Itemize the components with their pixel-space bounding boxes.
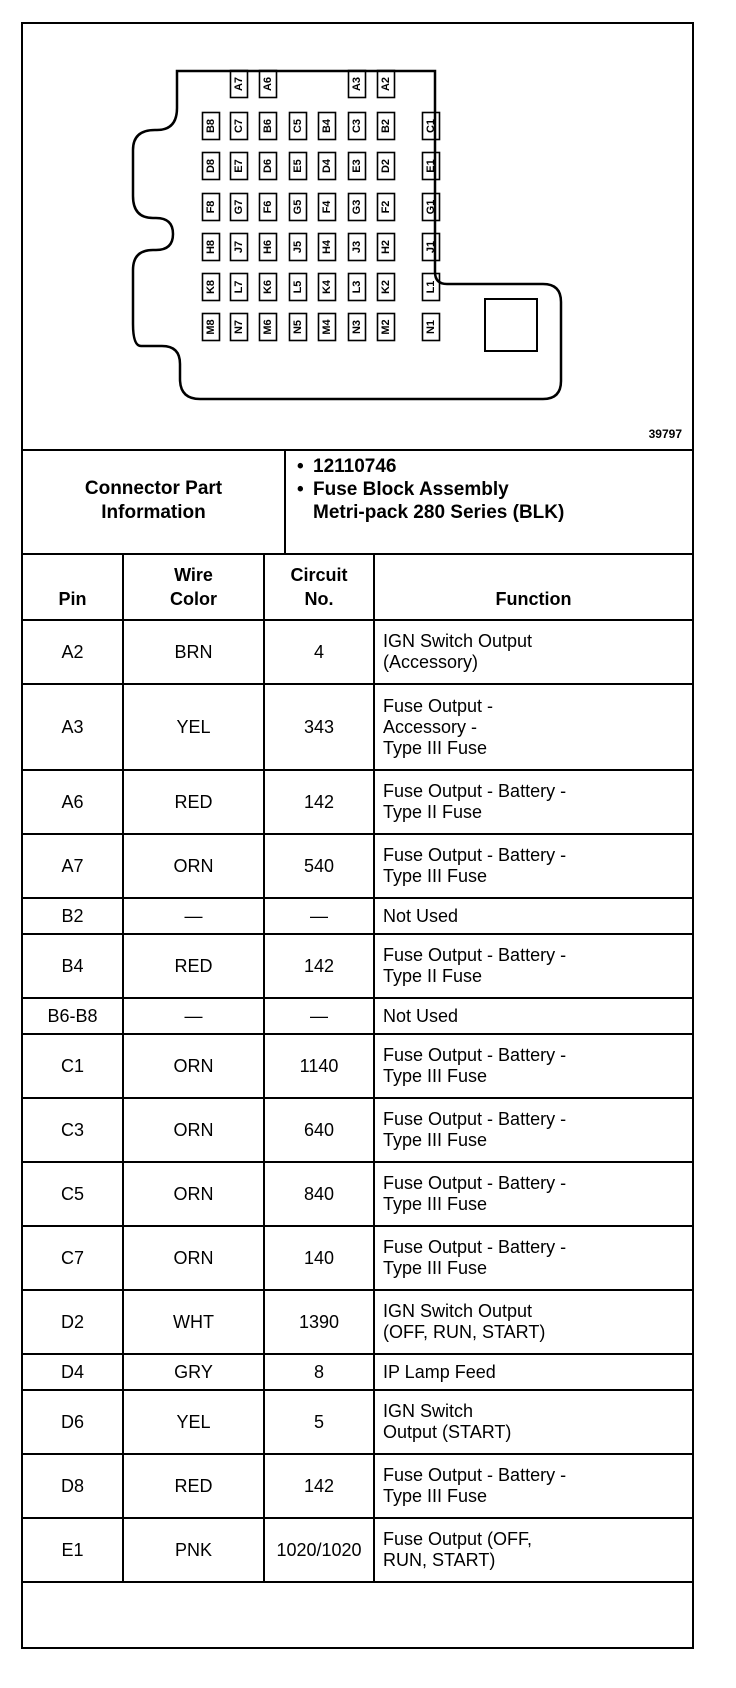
part-name-line-1: Fuse Block Assembly (313, 479, 509, 500)
function-line: Fuse Output - Battery - (383, 781, 567, 801)
function-line: IGN Switch Output (383, 1301, 533, 1321)
table-row (23, 770, 692, 834)
terminal-label: B4 (321, 118, 333, 134)
terminal-label: G5 (292, 199, 304, 215)
pin-cell: D6 (23, 1390, 123, 1454)
terminal-label: F4 (321, 200, 333, 214)
function-line: Type III Fuse (383, 1066, 488, 1086)
table-row (23, 1098, 692, 1162)
terminal-g5 (290, 194, 307, 221)
pin-cell: A3 (23, 684, 123, 770)
function-line: Fuse Output - Battery - (383, 1045, 567, 1065)
terminal-label: F6 (262, 200, 274, 214)
function-line: Output (START) (383, 1422, 512, 1442)
wire-color-cell: ORN (123, 1098, 264, 1162)
terminal-e1 (423, 153, 440, 180)
wire-color-cell: ORN (123, 1226, 264, 1290)
circuit-cell: 1020/1020 (264, 1518, 374, 1582)
terminal-label: K8 (205, 279, 217, 295)
table-row (23, 1354, 692, 1390)
wire-color-header-line-1: Wire (174, 565, 213, 585)
terminal-label: G7 (233, 199, 245, 215)
pin-cell: D4 (23, 1354, 123, 1390)
pin-cell: B4 (23, 934, 123, 998)
circuit-cell: 540 (264, 834, 374, 898)
function-line: Type III Fuse (383, 1258, 488, 1278)
terminal-b2 (378, 113, 395, 140)
function-cell (374, 1518, 692, 1582)
terminal-label: M2 (380, 319, 392, 335)
function-cell (374, 1290, 692, 1354)
circuit-cell: 142 (264, 1454, 374, 1518)
terminal-k2 (378, 274, 395, 301)
function-line: Fuse Output - Battery - (383, 1109, 567, 1129)
circuit-cell: 5 (264, 1390, 374, 1454)
function-cell (374, 898, 692, 934)
terminal-label: M6 (262, 319, 274, 335)
wire-color-header-line-2: Color (170, 589, 217, 609)
function-cell (374, 834, 692, 898)
function-cell (374, 684, 692, 770)
terminal-a2 (378, 71, 395, 98)
pin-cell: E1 (23, 1518, 123, 1582)
terminal-e7 (231, 153, 248, 180)
function-line: Type III Fuse (383, 1130, 488, 1150)
connector-part-info-label (23, 449, 286, 553)
table-row (23, 834, 692, 898)
terminal-e5 (290, 153, 307, 180)
connector-document (21, 22, 694, 1649)
function-line: Type III Fuse (383, 866, 488, 886)
terminal-k4 (319, 274, 336, 301)
terminal-label: N3 (351, 319, 363, 335)
circuit-cell: 140 (264, 1226, 374, 1290)
wire-color-cell: GRY (123, 1354, 264, 1390)
label-line-2: Information (101, 502, 206, 523)
terminal-label: H6 (262, 239, 274, 255)
terminal-f2 (378, 194, 395, 221)
terminal-c3 (349, 113, 366, 140)
wire-color-cell: ORN (123, 1162, 264, 1226)
circuit-cell: 640 (264, 1098, 374, 1162)
wire-color-header (123, 554, 264, 620)
table-row (23, 1034, 692, 1098)
terminal-label: L7 (233, 280, 245, 294)
part-number: • 12110746 (291, 455, 564, 478)
circuit-cell: 343 (264, 684, 374, 770)
terminal-label: J7 (233, 240, 245, 254)
terminal-label: H4 (321, 239, 333, 255)
function-line: IP Lamp Feed (383, 1361, 496, 1382)
terminal-c7 (231, 113, 248, 140)
terminal-g3 (349, 194, 366, 221)
terminal-l5 (290, 274, 307, 301)
function-line: RUN, START) (383, 1550, 496, 1570)
terminal-n7 (231, 314, 248, 341)
table-row (23, 684, 692, 770)
circuit-header-line-1: Circuit (290, 565, 348, 585)
terminal-h6 (260, 234, 277, 261)
wire-color-cell: ORN (123, 834, 264, 898)
pin-cell: A2 (23, 620, 123, 684)
table-row (23, 1226, 692, 1290)
terminal-f6 (260, 194, 277, 221)
wire-color-cell: RED (123, 934, 264, 998)
terminal-l3 (349, 274, 366, 301)
wire-color-cell: BRN (123, 620, 264, 684)
label-line-1: Connector Part (84, 478, 223, 499)
table-row (23, 1390, 692, 1454)
circuit-cell: — (264, 998, 374, 1034)
terminal-label: N7 (233, 319, 245, 335)
pin-cell: D2 (23, 1290, 123, 1354)
terminal-label: G1 (425, 199, 437, 215)
terminal-m8 (203, 314, 220, 341)
terminal-k6 (260, 274, 277, 301)
part-name-line-2: Metri-pack 280 Series (BLK) (313, 502, 565, 523)
terminal-g1 (423, 194, 440, 221)
figure-number: 39797 (648, 427, 682, 441)
circuit-cell: 840 (264, 1162, 374, 1226)
pin-cell: C5 (23, 1162, 123, 1226)
terminal-g7 (231, 194, 248, 221)
function-cell (374, 1226, 692, 1290)
terminal-f8 (203, 194, 220, 221)
function-line: Fuse Output - Battery - (383, 945, 567, 965)
pin-cell: A7 (23, 834, 123, 898)
terminal-label: K6 (262, 279, 274, 295)
function-line: Type III Fuse (383, 1486, 488, 1506)
wire-color-cell: RED (123, 1454, 264, 1518)
pin-cell: C7 (23, 1226, 123, 1290)
connector-part-info (23, 449, 692, 555)
function-line: Type III Fuse (383, 737, 488, 758)
terminal-d8 (203, 153, 220, 180)
terminal-label: D6 (262, 158, 274, 174)
terminal-j7 (231, 234, 248, 261)
wire-color-cell: PNK (123, 1518, 264, 1582)
terminal-b8 (203, 113, 220, 140)
terminal-m2 (378, 314, 395, 341)
function-line: (Accessory) (383, 652, 479, 672)
terminal-l7 (231, 274, 248, 301)
function-cell (374, 1354, 692, 1390)
table-row (23, 998, 692, 1034)
terminal-label: A7 (233, 76, 245, 92)
terminal-label: L3 (351, 280, 363, 294)
terminal-label: A3 (351, 76, 363, 92)
terminal-label: N5 (292, 319, 304, 335)
terminal-k8 (203, 274, 220, 301)
terminal-label: B6 (262, 118, 274, 134)
terminal-label: G3 (351, 199, 363, 215)
terminal-d4 (319, 153, 336, 180)
function-line: Type II Fuse (383, 966, 483, 986)
terminal-c1 (423, 113, 440, 140)
terminal-label: J1 (425, 240, 437, 254)
terminal-m6 (260, 314, 277, 341)
pin-cell: C3 (23, 1098, 123, 1162)
function-cell (374, 1390, 692, 1454)
terminal-label: M8 (205, 319, 217, 335)
connector-face-diagram (23, 24, 692, 451)
terminal-label: J5 (292, 240, 304, 254)
function-line: (OFF, RUN, START) (383, 1322, 546, 1342)
function-line: Fuse Output - Battery - (383, 1173, 567, 1193)
terminal-label: L1 (425, 280, 437, 294)
table-row (23, 934, 692, 998)
terminal-label: J3 (351, 240, 363, 254)
function-header: Function (374, 554, 692, 620)
connector-part-bullets (291, 455, 564, 524)
function-line: Not Used (383, 1005, 459, 1026)
function-line: Not Used (383, 905, 459, 926)
terminal-label: D8 (205, 158, 217, 174)
terminal-j5 (290, 234, 307, 261)
function-cell (374, 770, 692, 834)
terminal-label: A2 (380, 76, 392, 92)
terminal-label: C5 (292, 118, 304, 134)
circuit-cell: 8 (264, 1354, 374, 1390)
terminal-m4 (319, 314, 336, 341)
terminal-b6 (260, 113, 277, 140)
pin-cell: B2 (23, 898, 123, 934)
pin-cell: A6 (23, 770, 123, 834)
function-cell (374, 620, 692, 684)
function-cell (374, 1034, 692, 1098)
table-row (23, 620, 692, 684)
part-name (291, 478, 564, 524)
pin-cell: B6-B8 (23, 998, 123, 1034)
terminal-label: D2 (380, 158, 392, 174)
function-cell (374, 1454, 692, 1518)
wire-color-cell: — (123, 998, 264, 1034)
terminal-j3 (349, 234, 366, 261)
terminal-h4 (319, 234, 336, 261)
terminal-label: F2 (380, 200, 392, 214)
terminal-label: F8 (205, 200, 217, 214)
terminal-label: D4 (321, 158, 333, 174)
function-line: Fuse Output (OFF, (383, 1529, 533, 1549)
function-line: Fuse Output - (383, 695, 494, 716)
terminal-e3 (349, 153, 366, 180)
table-row (23, 1162, 692, 1226)
function-line: Type III Fuse (383, 1194, 488, 1214)
circuit-header (264, 554, 374, 620)
terminal-label: C1 (425, 118, 437, 134)
terminal-n1 (423, 314, 440, 341)
terminal-a7 (231, 71, 248, 98)
wire-color-cell: YEL (123, 1390, 264, 1454)
wire-color-cell: RED (123, 770, 264, 834)
terminal-d6 (260, 153, 277, 180)
pinout-table (23, 553, 692, 1583)
function-line: IGN Switch (383, 1401, 474, 1421)
terminal-n5 (290, 314, 307, 341)
function-cell (374, 1098, 692, 1162)
circuit-cell: — (264, 898, 374, 934)
terminal-label: K2 (380, 279, 392, 295)
function-cell (374, 1162, 692, 1226)
pin-cell: D8 (23, 1454, 123, 1518)
function-line: Type II Fuse (383, 802, 483, 822)
function-line: Fuse Output - Battery - (383, 1237, 567, 1257)
table-row (23, 1518, 692, 1582)
function-line: Accessory - (383, 716, 478, 737)
terminal-label: C7 (233, 118, 245, 134)
table-row (23, 898, 692, 934)
terminal-a3 (349, 71, 366, 98)
circuit-cell: 4 (264, 620, 374, 684)
terminal-label: H8 (205, 239, 217, 255)
terminal-label: N1 (425, 319, 437, 335)
terminal-d2 (378, 153, 395, 180)
wire-color-cell: — (123, 898, 264, 934)
terminal-label: C3 (351, 118, 363, 134)
terminal-f4 (319, 194, 336, 221)
function-line: Fuse Output - Battery - (383, 845, 567, 865)
circuit-header-line-2: No. (304, 589, 334, 609)
terminal-h8 (203, 234, 220, 261)
table-row (23, 1290, 692, 1354)
terminal-label: K4 (321, 279, 333, 295)
wire-color-cell: WHT (123, 1290, 264, 1354)
function-line: IGN Switch Output (383, 631, 533, 651)
terminal-label: B8 (205, 118, 217, 134)
pin-cell: C1 (23, 1034, 123, 1098)
terminal-j1 (423, 234, 440, 261)
terminal-c5 (290, 113, 307, 140)
circuit-cell: 1140 (264, 1034, 374, 1098)
terminal-h2 (378, 234, 395, 261)
wire-color-cell: YEL (123, 684, 264, 770)
terminal-label: E5 (292, 159, 304, 173)
terminal-label: E3 (351, 159, 363, 173)
function-cell (374, 998, 692, 1034)
terminal-label: H2 (380, 239, 392, 255)
terminal-label: B2 (380, 118, 392, 134)
pin-header: Pin (23, 554, 123, 620)
circuit-cell: 142 (264, 934, 374, 998)
connector-outline (23, 24, 692, 449)
function-cell (374, 934, 692, 998)
terminal-label: E1 (425, 159, 437, 173)
circuit-cell: 142 (264, 770, 374, 834)
table-header-row (23, 554, 692, 620)
terminal-a6 (260, 71, 277, 98)
terminal-n3 (349, 314, 366, 341)
terminal-label: M4 (321, 319, 333, 335)
terminal-label: L5 (292, 280, 304, 294)
terminal-label: A6 (262, 76, 274, 92)
wire-color-cell: ORN (123, 1034, 264, 1098)
circuit-cell: 1390 (264, 1290, 374, 1354)
terminal-b4 (319, 113, 336, 140)
terminal-label: E7 (233, 159, 245, 173)
table-row (23, 1454, 692, 1518)
function-line: Fuse Output - Battery - (383, 1465, 567, 1485)
